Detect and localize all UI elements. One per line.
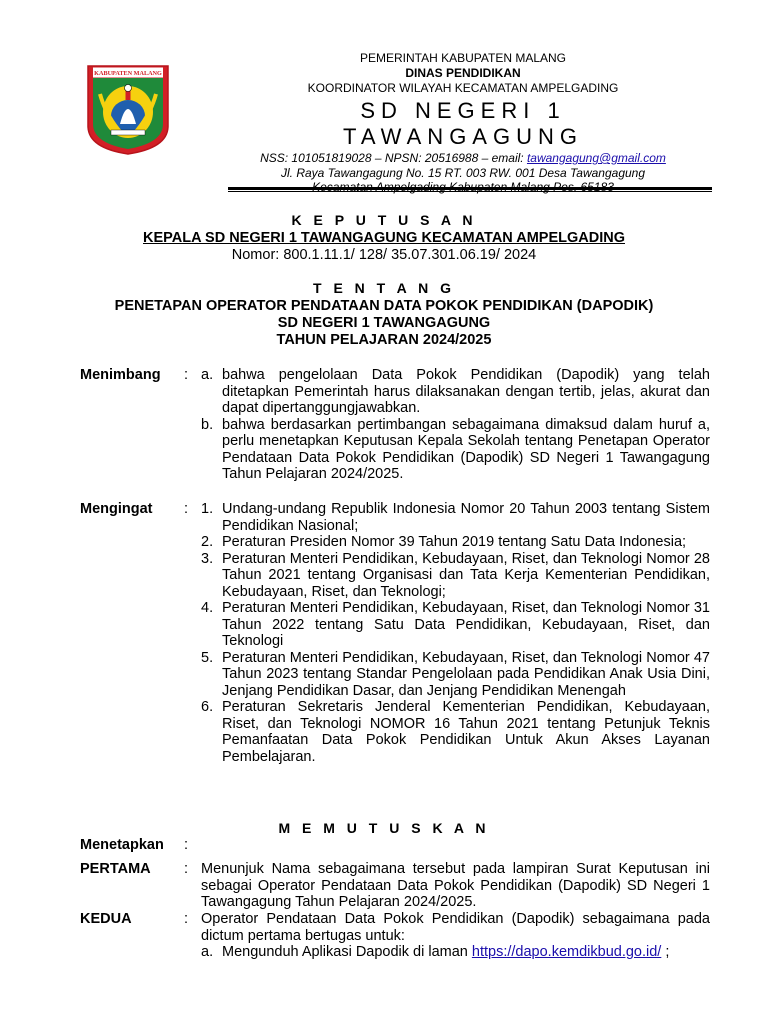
list-text: Peraturan Menteri Pendidikan, Kebudayaan, Riset, dan Teknologi Nomor 47 Tahun 2023 tentang Standar Pengelolaan pada Pendidikan Anak Usia Dini, Jenjang Pendidikan Dasar, dan Jenjang Pendidikan Menengah: [222, 649, 710, 699]
school-name-line2: TAWANGAGUNG: [343, 124, 583, 149]
kedua-item-text: Mengunduh Aplikasi Dapodik di laman: [222, 944, 472, 960]
list-marker: 2.: [201, 534, 214, 550]
list-item: [201, 600, 710, 650]
mengingat-list: [201, 501, 710, 765]
list-marker: b.: [201, 416, 214, 433]
agency-name: DINAS PENDIDIKAN: [405, 66, 521, 80]
kepala-heading: KEPALA SD NEGERI 1 TAWANGAGUNG KECAMATAN AMPELGADING: [143, 230, 625, 246]
kedua-label: KEDUA: [80, 911, 132, 927]
kedua-item-suffix: ;: [661, 944, 670, 960]
list-text: [222, 944, 710, 961]
keputusan-heading: K E P U T U S A N: [291, 212, 477, 228]
nss-npsn: NSS: 101051819028 – NPSN: 20516988 – email:: [260, 151, 527, 165]
list-marker: 5.: [201, 649, 214, 666]
kabupaten-malang-logo: [86, 64, 170, 156]
school-identifiers: [228, 151, 698, 166]
tentang-heading: T E N T A N G: [313, 280, 455, 296]
list-marker: 6.: [201, 699, 214, 715]
school-name-line1: SD NEGERI 1: [360, 98, 566, 123]
kedua-text: Operator Pendataan Data Pokok Pendidikan (Dapodik) sebagaimana pada dictum pertama bertugas untuk:: [201, 911, 710, 944]
list-marker: 1.: [201, 501, 214, 517]
list-item: [201, 944, 710, 961]
dapodik-download-link[interactable]: https://dapo.kemdikbud.go.id/: [471, 944, 662, 960]
list-marker: a.: [201, 944, 214, 960]
list-item: [201, 534, 710, 551]
menetapkan-label: Menetapkan: [80, 837, 164, 853]
list-text: bahwa berdasarkan pertimbangan sebagaimana dimaksud dalam huruf a, perlu menetapkan Keputusan Kepala Sekolah tentang Penetapan Operator Pendataan Data Pokok Pendidikan (Dapodik) SD Negeri 1 Tawangagung Tahun Pelajaran 2024/2025.: [222, 416, 710, 482]
list-item: [201, 501, 710, 534]
kedua-colon: :: [184, 911, 189, 927]
pertama-colon: :: [184, 861, 189, 877]
decree-number: Nomor: 800.1.11.1/ 128/ 35.07.301.06.19/ 2024: [231, 247, 537, 263]
menetapkan-colon: :: [184, 837, 189, 853]
list-marker: a.: [201, 367, 214, 383]
list-marker: 3.: [201, 550, 214, 567]
list-text: bahwa pengelolaan Data Pokok Pendidikan (Dapodik) yang telah ditetapkan Pemerintah harus dilaksanakan dengan tertib, jelas, akurat dan dapat dipertanggungjawabkan.: [222, 367, 710, 416]
list-text: Peraturan Presiden Nomor 39 Tahun 2019 tentang Satu Data Indonesia;: [222, 534, 687, 550]
decree-title-line2: SD NEGERI 1 TAWANGAGUNG: [277, 315, 491, 331]
decree-title-line1: PENETAPAN OPERATOR PENDATAAN DATA POKOK PENDIDIKAN (DAPODIK): [114, 298, 654, 314]
list-item: [201, 551, 710, 601]
list-text: Peraturan Sekretaris Jenderal Kementerian Pendidikan, Kebudayaan, Riset, dan Teknologi NOMOR 16 Tahun 2021 tentang Petunjuk Teknis Pemanfaatan Data Pokok Pendidikan Untuk Akun Akses Layanan Pembelajaran.: [222, 699, 710, 765]
memutuskan-heading: M E M U T U S K A N: [278, 820, 490, 836]
coordinator-name: KOORDINATOR WILAYAH KECAMATAN AMPELGADING: [307, 81, 619, 95]
pertama-text: Menunjuk Nama sebagaimana tersebut pada lampiran Surat Keputusan ini sebagai Operator Pendataan Data Pokok Pendidikan (Dapodik) SD Negeri 1 Tawangagung Tahun Pelajaran 2024/2025.: [201, 861, 710, 910]
menimbang-list: [201, 367, 710, 483]
mengingat-label: Mengingat: [80, 501, 153, 517]
letterhead-divider-thin: [228, 191, 712, 192]
list-text: Undang-undang Republik Indonesia Nomor 20 Tahun 2003 tentang Sistem Pendidikan Nasional;: [222, 501, 710, 534]
list-text: Peraturan Menteri Pendidikan, Kebudayaan, Riset, dan Teknologi Nomor 28 Tahun 2021 tentang Organisasi dan Tata Kerja Kementerian Pendidikan, Kebudayaan, Riset, dan Teknologi;: [222, 550, 710, 600]
list-marker: 4.: [201, 600, 214, 616]
address-line1: Jl. Raya Tawangagung No. 15 RT. 003 RW. 001 Desa Tawangagung: [280, 165, 646, 180]
list-item: [201, 417, 710, 483]
list-text: Peraturan Menteri Pendidikan, Kebudayaan, Riset, dan Teknologi Nomor 31 Tahun 2022 tentang Satu Data Pendidikan, Kebudayaan, Riset, dan Teknologi: [222, 600, 710, 649]
menimbang-label: Menimbang: [80, 367, 161, 383]
government-name: PEMERINTAH KABUPATEN MALANG: [359, 51, 567, 65]
email-link[interactable]: tawangagung@gmail.com: [526, 151, 666, 165]
logo-caption: KABUPATEN MALANG: [94, 70, 162, 77]
menimbang-colon: :: [184, 367, 189, 383]
list-item: [201, 650, 710, 700]
pertama-label: PERTAMA: [80, 861, 151, 877]
decree-title-line3: TAHUN PELAJARAN 2024/2025: [276, 332, 492, 348]
list-item: [201, 367, 710, 417]
letterhead: [228, 51, 698, 195]
mengingat-colon: :: [184, 501, 189, 517]
kedua-content: [201, 911, 710, 961]
list-item: [201, 699, 710, 765]
letterhead-divider-thick: [228, 187, 712, 190]
